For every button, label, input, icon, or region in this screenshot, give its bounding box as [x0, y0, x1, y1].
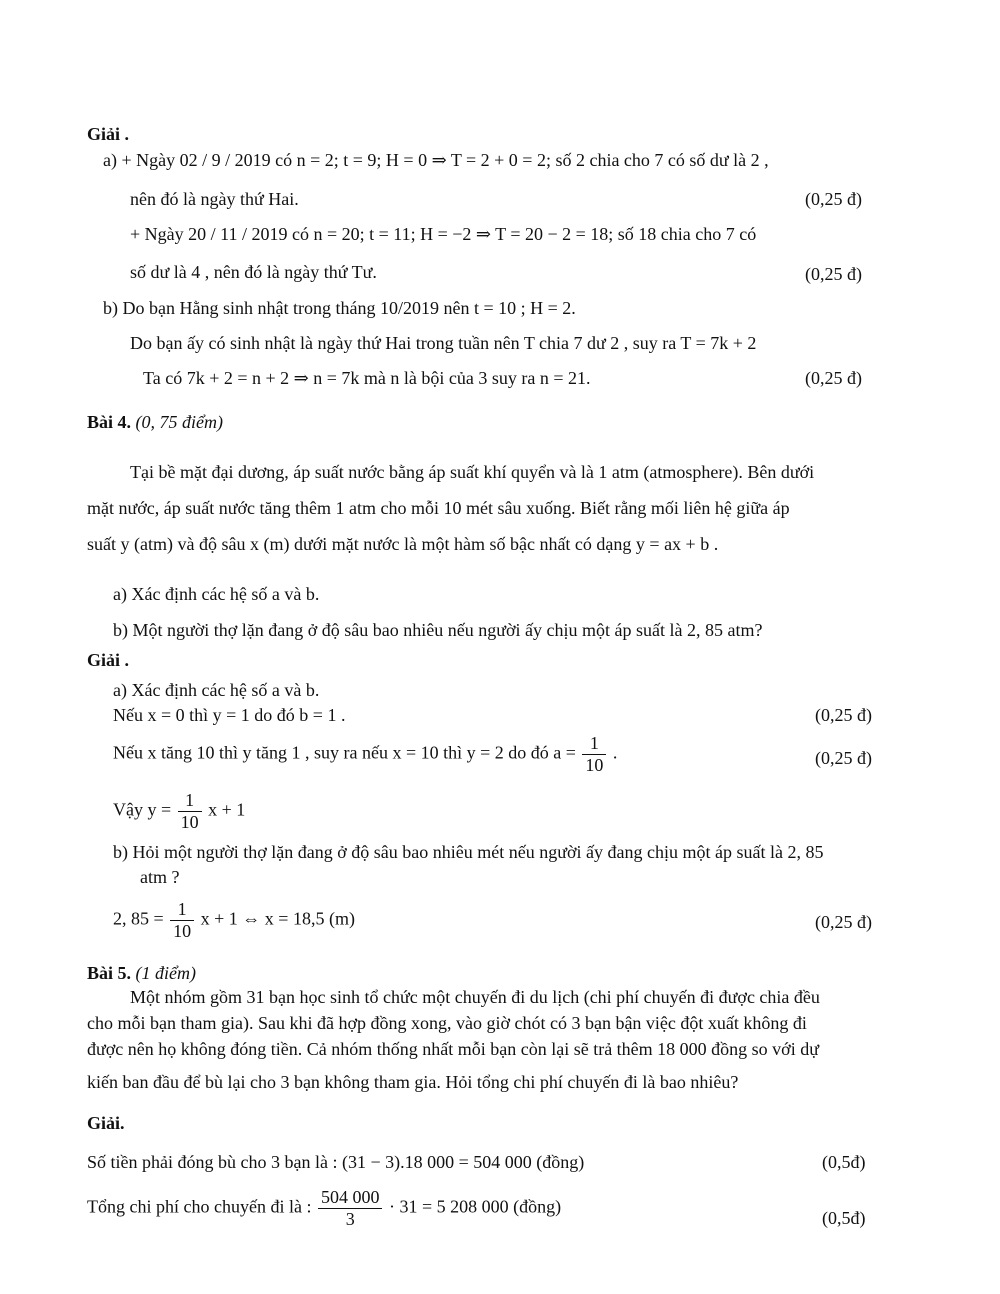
problem-5-heading: [87, 963, 196, 985]
problem-4-text-1: Tại bề mặt đại dương, áp suất nước bằng áp suất khí quyển và là 1 atm (atmosphere). Bên dưới: [130, 462, 815, 482]
sol-b-line-2: Do bạn ấy có sinh nhật là ngày thứ Hai trong tuần nên T chia 7 dư 2 , suy ra T = 7k + 2: [130, 333, 757, 353]
problem-5-text-4: kiến ban đầu để bù lại cho 3 bạn không tham gia. Hỏi tổng chi phí chuyến đi là bao nhiêu?: [87, 1072, 739, 1092]
problem-5-text-1: Một nhóm gồm 31 bạn học sinh tổ chức một chuyến đi du lịch (chi phí chuyến đi được chia đều: [130, 987, 820, 1007]
problem-5-text-2: cho mỗi bạn tham gia). Sau khi đã hợp đồng xong, vào giờ chót có 3 bạn bận việc đột xuất không đi: [87, 1013, 807, 1033]
problem-4-question-a: a) Xác định các hệ số a và b.: [113, 584, 320, 604]
problem-5-title: Bài 5.: [87, 963, 132, 983]
sol-5-line-1: Số tiền phải đóng bù cho 3 bạn là : (31 − 3).18 000 = 504 000 (đồng): [87, 1152, 585, 1172]
score: (0,25 đ): [805, 189, 862, 209]
problem-4-text-3: suất y (atm) và độ sâu x (m) dưới mặt nước là một hàm số bậc nhất có dạng y = ax + b .: [87, 534, 719, 554]
sol-4b-head-1: b) Hỏi một người thợ lặn đang ở độ sâu bao nhiêu mét nếu người ấy đang chịu một áp suất là 2, 85: [113, 842, 824, 862]
solution-heading: Giải .: [87, 650, 130, 670]
sol-4a-head: a) Xác định các hệ số a và b.: [113, 680, 320, 700]
score: (0,5đ): [822, 1208, 866, 1228]
sol-a-line-1: a) + Ngày 02 / 9 / 2019 có n = 2; t = 9; H = 0 ⇒ T = 2 + 0 = 2; số 2 chia cho 7 có số dư là 2 ,: [103, 150, 769, 170]
problem-4-question-b: b) Một người thợ lặn đang ở độ sâu bao nhiêu nếu người ấy chịu một áp suất là 2, 85 atm?: [113, 620, 763, 640]
score: (0,25 đ): [805, 368, 862, 388]
sol-4a-line-3: Vậy y = $\frac{1}{10}$ x + 1: [113, 790, 246, 832]
solution-heading: Giải.: [87, 1113, 125, 1133]
problem-5-text-3: được nên họ không đóng tiền. Cả nhóm thống nhất mỗi bạn còn lại sẽ trả thêm 18 000 đồng so với dự: [87, 1039, 819, 1059]
score: (0,5đ): [822, 1152, 866, 1172]
sol-b-line-3: Ta có 7k + 2 = n + 2 ⇒ n = 7k mà n là bội của 3 suy ra n = 21.: [143, 368, 591, 388]
solution-heading: Giải .: [87, 124, 130, 144]
problem-4-text-2: mặt nước, áp suất nước tăng thêm 1 atm cho mỗi 10 mét sâu xuống. Biết rằng mối liên hệ giữa áp: [87, 498, 790, 518]
sol-b-line-1: b) Do bạn Hằng sinh nhật trong tháng 10/2019 nên t = 10 ; H = 2.: [103, 298, 576, 318]
sol-5-line-2: Tổng chi phí cho chuyến đi là : $\frac{504 000}{3}$ · 31 = 5 208 000 (đồng): [87, 1187, 562, 1229]
score: (0,25 đ): [815, 705, 872, 725]
sol-a-line-3: + Ngày 20 / 11 / 2019 có n = 20; t = 11; H = −2 ⇒ T = 20 − 2 = 18; số 18 chia cho 7 có: [130, 224, 757, 244]
problem-4-title: Bài 4.: [87, 412, 132, 432]
sol-4b-line: 2, 85 = $\frac{1}{10}$ x + 1 ⇔ x = 18,5 (m): [113, 899, 355, 941]
score: (0,25 đ): [805, 264, 862, 284]
sol-4a-line-1: Nếu x = 0 thì y = 1 do đó b = 1 .: [113, 705, 346, 725]
sol-a-line-4: số dư là 4 , nên đó là ngày thứ Tư.: [130, 262, 377, 282]
problem-5-points: (1 điểm): [135, 963, 196, 983]
problem-4-heading: [87, 412, 223, 434]
score: (0,25 đ): [815, 748, 872, 768]
score: (0,25 đ): [815, 912, 872, 932]
sol-4a-line-2: Nếu x tăng 10 thì y tăng 1 , suy ra nếu x = 10 thì y = 2 do đó a = $\frac{1}{10}$ .: [113, 733, 618, 775]
sol-a-line-2: nên đó là ngày thứ Hai.: [130, 189, 299, 209]
problem-4-points: (0, 75 điểm): [135, 412, 223, 432]
sol-4b-head-2: atm ?: [140, 867, 180, 887]
